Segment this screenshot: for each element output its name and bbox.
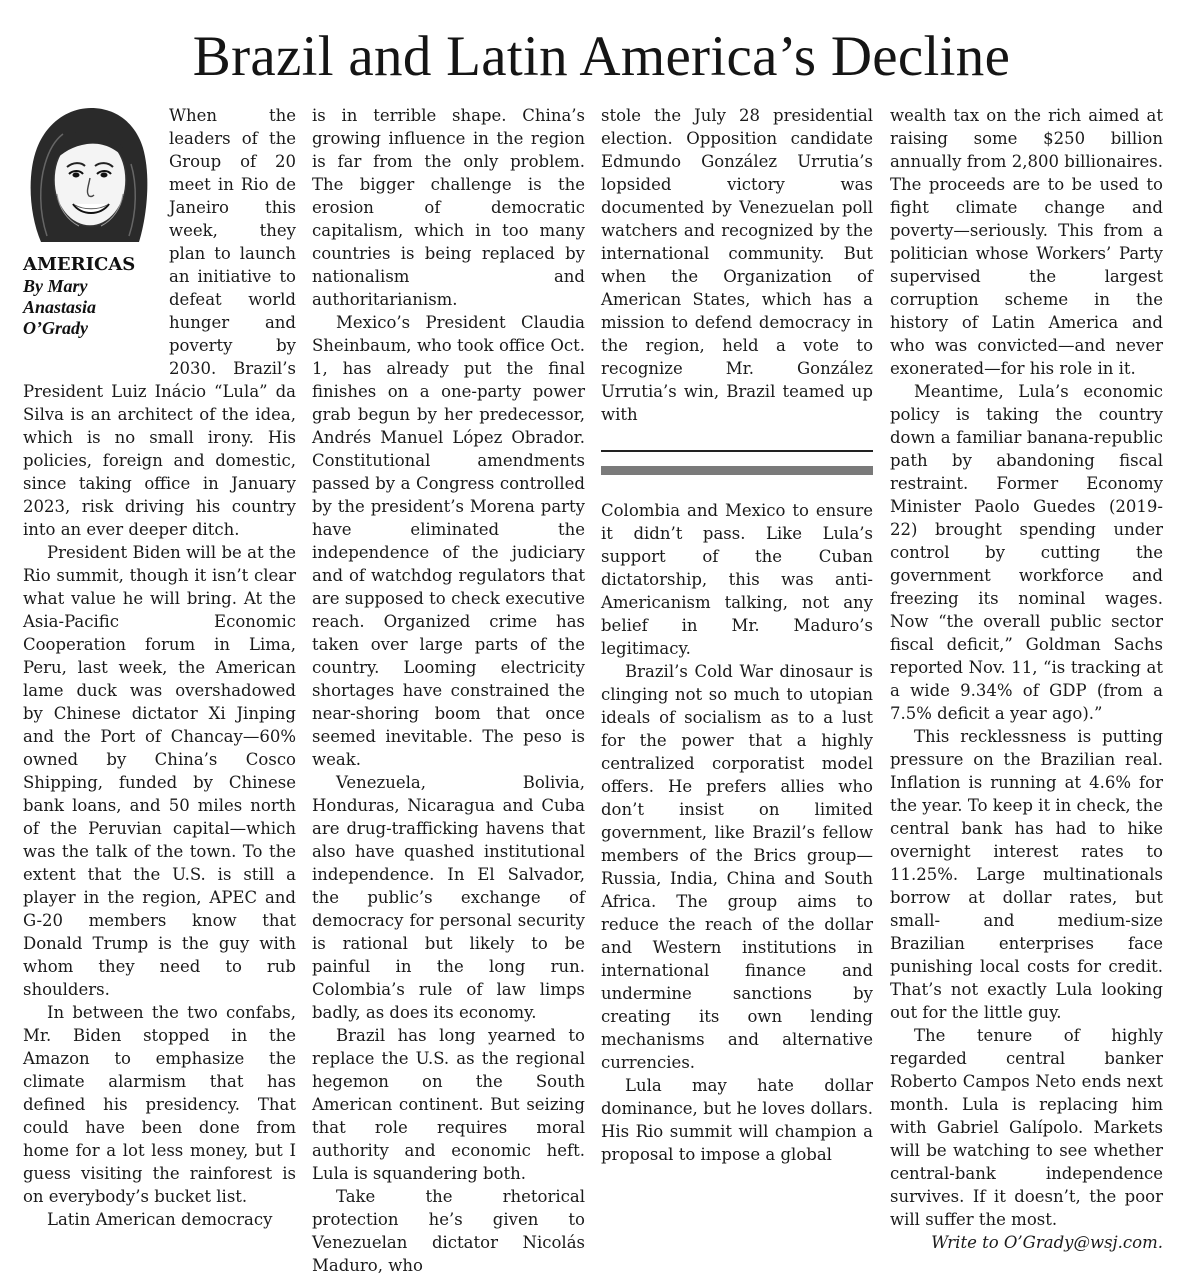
paragraph: Lula may hate dollar dominance, but he loves dollars. His Rio summit will champion a proposal to impose a global [601,1076,873,1164]
paragraph: Latin American democracy [47,1210,273,1229]
paragraph: Take the rhetorical protection he’s given to Venezuelan dictator Nicolás Maduro, who [312,1187,585,1275]
author-portrait [23,104,153,244]
author-name-line1: Anastasia [23,297,97,317]
pullquote-rule-top [601,450,873,452]
paragraph: Brazil has long yearned to replace the U.S. as the regional hegemon on the South American continent. But seizing that role requires moral authority and economic heft. Lula is squandering both. [312,1026,585,1183]
headline: Brazil and Latin America’s Decline [192,25,1011,88]
paragraph: is in terrible shape. China’s growing influence in the region is far from the only problem. The bigger challenge is the erosion of democratic capitalism, which in too many countries is being replaced by nationalism and authoritarianism. [312,106,585,309]
section-tag: AMERICAS [23,254,136,275]
paragraph: When the leaders of the Group of 20 meet in Rio de Janeiro this week, they plan to launch an initiative to defeat world hunger and poverty by 2030. Brazil’s President Luiz Inácio “Lula” da Silva is an architect of the idea, which is no small irony. His policies, foreign and domestic, since taking office in January 2023, risk driving his country into an ever deeper ditch. [23,106,296,539]
paragraph: Brazil’s Cold War dinosaur is clinging not so much to utopian ideals of socialism as to a lust for the power that a highly centralized corporatist model offers. He prefers allies who don’t insist on limited government, like Brazil’s fellow members of the Brics group—Russia, India, China and South Africa. The group aims to reduce the reach of the dollar and Western institutions in international finance and undermine sanctions by creating its own lending mechanisms and alternative currencies. [601,662,873,1072]
article-column-2 [312,104,585,1275]
paragraph: President Biden will be at the Rio summit, though it isn’t clear what value he will bring. At the Asia-Pacific Economic Cooperation forum in Lima, Peru, last week, the American lame duck was overshadowed by Chinese dictator Xi Jinping and the Port of Chancay—60% owned by China’s Cosco Shipping, funded by Chinese bank loans, and 50 miles north of the Peruvian capital—which was the talk of the town. To the extent that the U.S. is still a player in the region, APEC and G-20 members know that Donald Trump is the guy with whom they need to rub shoulders. [23,543,296,999]
article-column-1 [23,104,296,1264]
paragraph: Venezuela, Bolivia, Honduras, Nicaragua and Cuba are drug-trafficking havens that also have quashed institutional independence. In El Salvador, the public’s exchange of democracy for personal security is rational but likely to be painful in the long run. Colombia’s rule of law limps badly, as does its economy. [312,773,585,1022]
paragraph: stole the July 28 presidential election. Opposition candidate Edmundo González Urrutia’s lopsided victory was documented by Venezuelan poll watchers and recognized by the international community. But when the Organization of American States, which has a mission to defend democracy in the region, held a vote to recognize Mr. González Urrutia’s win, Brazil teamed up with [601,106,873,424]
paragraph: wealth tax on the rich aimed at raising some $250 billion annually from 2,800 billionaires. The proceeds are to be used to fight climate change and poverty—seriously. This from a politician whose Workers’ Party supervised the largest corruption scheme in the history of Latin America and who was convicted—and never exonerated—for his role in it. [890,106,1163,378]
pullquote-rule-bottom [601,466,873,475]
paragraph: Colombia and Mexico to ensure it didn’t pass. Like Lula’s support of the Cuban dictatorship, this was anti-Americanism talking, not any belief in Mr. Maduro’s legitimacy. [601,501,873,658]
author-name-line2: O’Grady [23,318,88,338]
paragraph: Meantime, Lula’s economic policy is taking the country down a familiar banana-republic path by abandoning fiscal restraint. Former Economy Minister Paolo Guedes (2019-22) brought spending under control by cutting the government workforce and freezing its nominal wages. Now “the overall public sector fiscal deficit,” Goldman Sachs reported Nov. 11, “is tracking at a wide 9.34% of GDP (from a 7.5% deficit a year ago).” [890,382,1163,723]
author-by: By Mary [23,276,88,296]
paragraph: This recklessness is putting pressure on the Brazilian real. Inflation is running at 4.6% for the year. To keep it in check, the central bank has had to hike overnight interest rates to 11.25%. Large multinationals borrow at dollar rates, but small- and medium-size Brazilian enterprises face punishing local costs for credit. That’s not exactly Lula looking out for the little guy. [890,727,1163,1022]
paragraph: The tenure of highly regarded central banker Roberto Campos Neto ends next month. Lula is replacing him with Gabriel Galípolo. Markets will be watching to see whether central-bank independence survives. If it doesn’t, the poor will suffer the most. [890,1026,1163,1229]
paragraph: In between the two confabs, Mr. Biden stopped in the Amazon to emphasize the climate alarmism that has defined his presidency. That could have been done from home for a lot less money, but I guess visiting the rainforest is on everybody’s bucket list. [23,1003,296,1206]
paragraph: Mexico’s President Claudia Sheinbaum, who took office Oct. 1, has already put the final finishes on a one-party power grab begun by her predecessor, Andrés Manuel López Obrador. Constitutional amendments passed by a Congress controlled by the president’s Morena party have eliminated the independence of the judiciary and of watchdog regulators that are supposed to check executive reach. Organized crime has taken over large parts of the country. Looming electricity shortages have constrained the near-shoring boom that once seemed inevitable. The peso is weak. [312,313,585,769]
article-column-4 [890,104,1163,1264]
author-contact: Write to O’Grady@wsj.com. [931,1233,1163,1252]
byline-box [23,104,163,374]
article-column-3 [601,104,873,1264]
